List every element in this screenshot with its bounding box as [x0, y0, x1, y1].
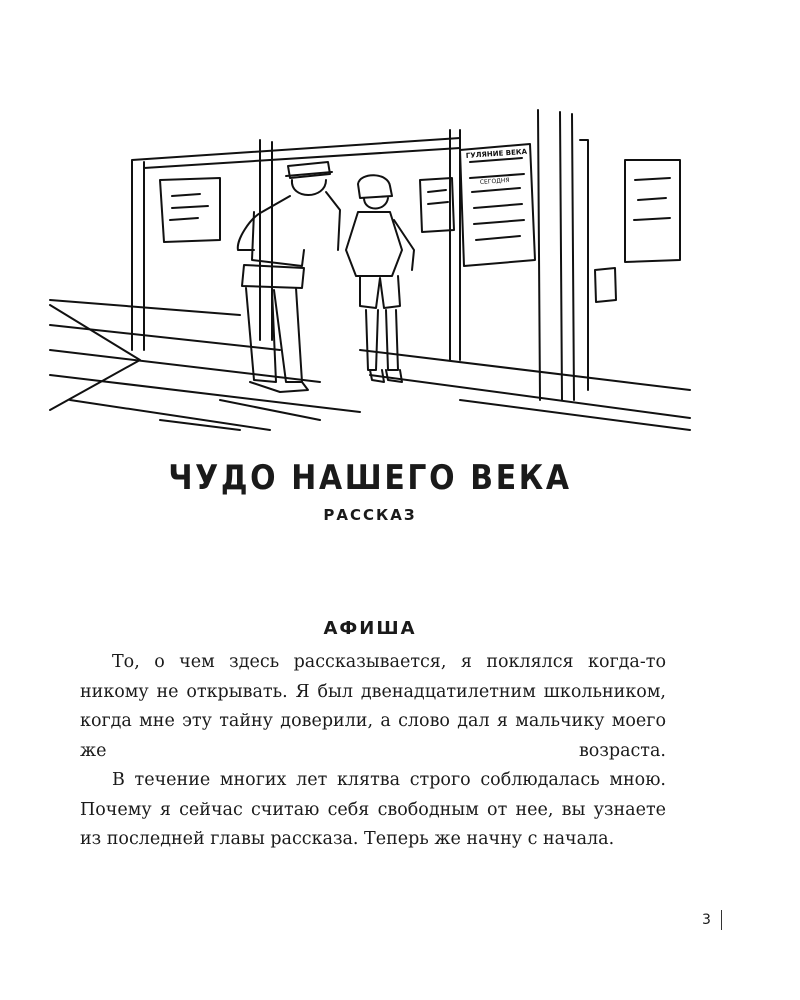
- page-number-rule: [721, 910, 722, 930]
- chapter-subtitle: РАССКАЗ: [323, 506, 417, 524]
- poster-line-text: СЕГОДНЯ: [479, 176, 510, 186]
- chapter-title: ЧУДО НАШЕГО ВЕКА: [168, 458, 572, 498]
- illustration: [40, 100, 700, 435]
- paragraph: То, о чем здесь рассказывается, я поклялся когда-то никому не открывать. Я был двенадцатилетним школьником, когда мне эту тайну доверили, а слово дал я мальчику моего же возраста.: [80, 652, 666, 761]
- section-title: АФИША: [323, 618, 417, 639]
- paragraph: В течение многих лет клятва строго соблюдалась мною. Почему я сейчас считаю себя свободным от нее, вы узнаете из последней главы рассказа. Теперь же начну с начала.: [80, 770, 666, 849]
- poster-header-text: ГУЛЯНИЕ ВЕКА: [465, 147, 528, 160]
- body-text: [80, 648, 666, 855]
- page-number: 3: [702, 912, 711, 928]
